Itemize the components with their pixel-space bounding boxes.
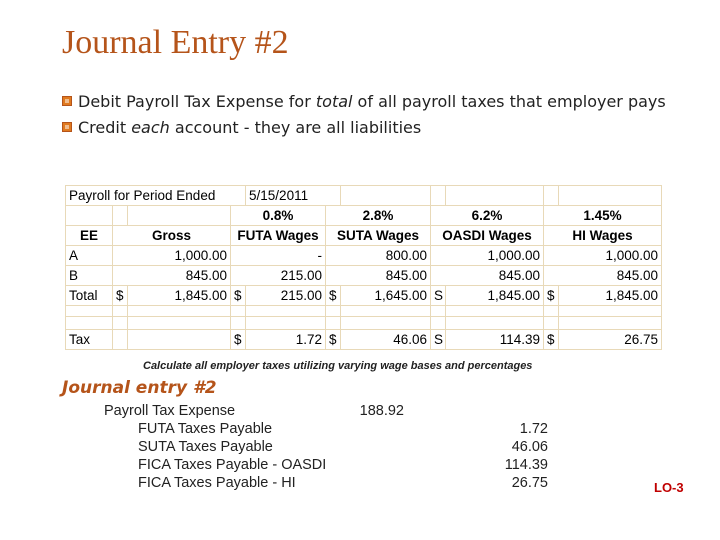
header-oasdi: OASDI Wages [431, 226, 544, 246]
suta-rate: 2.8% [326, 206, 431, 226]
journal-line: SUTA Taxes Payable 46.06 [138, 439, 548, 455]
journal-entry [104, 402, 564, 492]
table-row: A 1,000.00 - 800.00 1,000.00 1,000.00 [66, 246, 662, 266]
bullet-list [62, 92, 682, 144]
header-gross: Gross [113, 226, 231, 246]
bullet-item: Debit Payroll Tax Expense for total of all payroll taxes that employer pays [62, 92, 682, 112]
checkbox-bullet-icon [62, 122, 72, 132]
journal-line: FUTA Taxes Payable 1.72 [138, 421, 548, 437]
period-date: 5/15/2011 [246, 186, 341, 206]
slide-title: Journal Entry #2 [62, 24, 289, 61]
checkbox-bullet-icon [62, 96, 72, 106]
header-ee: EE [66, 226, 113, 246]
table-row [66, 206, 662, 226]
header-futa: FUTA Wages [231, 226, 326, 246]
journal-line: FICA Taxes Payable - OASDI 114.39 [138, 457, 548, 473]
hi-rate: 1.45% [544, 206, 662, 226]
instruction-note: Calculate all employer taxes utilizing varying wage bases and percentages [143, 360, 533, 372]
table-header-row [66, 226, 662, 246]
journal-line: Payroll Tax Expense 188.92 [104, 403, 404, 419]
oasdi-rate: 6.2% [431, 206, 544, 226]
payroll-table [65, 185, 662, 350]
futa-rate: 0.8% [231, 206, 326, 226]
tax-row: Tax $ 1.72 $ 46.06 S 114.39 $ 26.75 [66, 330, 662, 350]
bullet-item: Credit each account - they are all liabilities [62, 118, 682, 138]
header-hi: HI Wages [544, 226, 662, 246]
journal-heading: Journal entry #2 [62, 378, 217, 398]
header-suta: SUTA Wages [326, 226, 431, 246]
journal-line: FICA Taxes Payable - HI 26.75 [138, 475, 548, 491]
learning-objective-tag: LO-3 [654, 480, 684, 495]
total-row: Total $ 1,845.00 $ 215.00 $ 1,645.00 S 1,845.00 $ 1,845.00 [66, 286, 662, 306]
table-row [66, 186, 662, 206]
table-row: B 845.00 215.00 845.00 845.00 845.00 [66, 266, 662, 286]
period-label: Payroll for Period Ended [66, 186, 246, 206]
